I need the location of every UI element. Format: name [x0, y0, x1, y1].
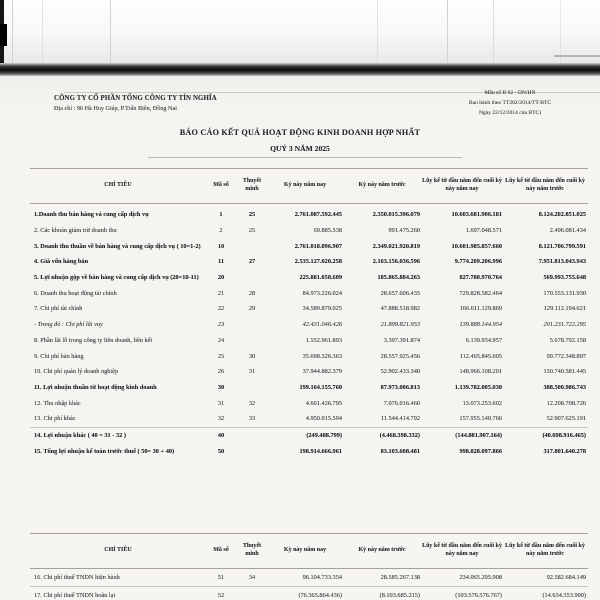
row-ma-so: 31	[217, 399, 225, 407]
row-label: 5. Lợi nhuận gộp về bán hàng và cung cấp dịch vụ (20=10-11)	[34, 274, 199, 282]
row-label: 3. Doanh thu thuần về bán hàng và cung cấp dịch vụ ( 10=1-2)	[34, 242, 201, 250]
form-reference-block	[426, 89, 594, 118]
row-thuyet-minh: 28	[248, 289, 256, 297]
column-header-thuyet-minh: Thuyết minh	[242, 178, 262, 192]
scan-streak	[560, 0, 561, 63]
row-ma-so: 11	[218, 258, 224, 266]
row-ma-so: 40	[217, 431, 225, 439]
row-value-prior-quarter: 52.902.433.340	[380, 368, 420, 376]
row-ma-so: 25	[217, 352, 225, 360]
table-row	[30, 238, 588, 254]
row-label: 12. Thu nhập khác	[34, 399, 81, 407]
document-page	[0, 76, 600, 600]
row-ma-so: 21	[217, 289, 225, 297]
row-label: 10. Chi phí quản lý doanh nghiệp	[34, 368, 119, 376]
column-header-luy-ke-nam-truoc: Lũy kế từ đầu năm đến cuối kỳ này năm trước	[505, 178, 585, 192]
row-value-ytd-current: 9.774.209.206.996	[454, 258, 502, 266]
column-header-ky-nay-nam-nay: Kỳ này năm nay	[283, 182, 327, 189]
row-value-ytd-prior: (14.634.353.990)	[542, 592, 586, 599]
row-value-ytd-prior: 12.208.708.726	[546, 399, 586, 407]
column-header-ma-so: Mã số	[213, 547, 229, 554]
row-value-current-quarter: 96.104.733.354	[302, 574, 342, 581]
row-value-current-quarter: 84.973.226.024	[302, 289, 342, 297]
row-value-current-quarter: 4.950.915.594	[305, 415, 342, 423]
row-label: 14. Lợi nhuận khác ( 40 = 31 - 32 )	[34, 431, 126, 439]
row-value-ytd-prior: 201.231.722.295	[543, 321, 586, 329]
row-value-prior-quarter: 2.163.156.036.596	[372, 258, 420, 266]
row-value-ytd-current: 139.888.144.954	[459, 321, 502, 329]
row-value-ytd-current: 10.601.985.857.660	[451, 242, 502, 250]
row-value-current-quarter: 34.589.879.025	[302, 305, 342, 313]
row-value-ytd-prior: 2.496.081.434	[549, 227, 586, 235]
table-row	[30, 301, 588, 317]
table-row	[30, 207, 588, 223]
row-value-ytd-prior: 7.951.813.043.943	[538, 258, 586, 266]
income-table-rows	[30, 207, 588, 459]
row-value-current-quarter: 2.761.018.096.907	[294, 242, 342, 250]
row-value-prior-quarter: 47.888.518.982	[380, 305, 420, 313]
row-value-prior-quarter: 3.397.391.874	[383, 336, 420, 344]
row-value-ytd-current: 1.697.048.571	[465, 227, 502, 235]
table-row	[30, 317, 588, 333]
form-number: Mẫu số B 02 - DN/HN	[484, 90, 536, 96]
row-value-ytd-prior: 8.121.706.799.591	[538, 242, 586, 250]
row-value-ytd-prior: 8.124.202.851.025	[538, 211, 586, 219]
scan-streak	[12, 0, 13, 63]
row-value-current-quarter: 35.698.326.363	[302, 352, 342, 360]
column-header-ky-nay-nam-truoc: Kỳ này năm trước	[358, 182, 406, 189]
table-header	[30, 533, 588, 569]
report-title: BÁO CÁO KẾT QUẢ HOẠT ĐỘNG KINH DOANH HỢP NHẤT	[179, 128, 421, 137]
row-ma-so: 1	[219, 211, 223, 219]
row-label: 13. Chi phí khác	[34, 415, 76, 423]
table-row	[30, 270, 588, 286]
row-value-ytd-current: 112.465.845.005	[459, 352, 502, 360]
column-header-ma-so: Mã số	[213, 182, 229, 189]
tax-table-rows	[30, 569, 588, 600]
table-header	[30, 168, 588, 204]
income-statement-table	[30, 168, 588, 459]
table-row	[30, 364, 588, 380]
row-label: 11. Lợi nhuận thuần từ hoạt động kinh doanh	[34, 383, 157, 391]
company-block	[54, 95, 217, 112]
row-thuyet-minh: 31	[248, 368, 256, 376]
row-value-ytd-current: 157.955.140.766	[459, 415, 502, 423]
form-circular: Ban hành theo TT202/2014/TT-BTC	[468, 99, 552, 106]
row-value-prior-quarter: (8.103.685.215)	[379, 592, 420, 599]
row-ma-so: 20	[217, 274, 225, 282]
scanner-top-band	[0, 0, 600, 63]
row-label: 4. Giá vốn hàng bán	[34, 258, 89, 266]
row-value-prior-quarter: 2.350.015.396.079	[372, 211, 420, 219]
table-row	[30, 223, 588, 239]
row-ma-so: 2	[219, 227, 223, 235]
table-row	[30, 427, 588, 444]
row-ma-so: 10	[217, 242, 225, 250]
row-value-prior-quarter: 87.973.006.813	[380, 383, 420, 391]
row-value-ytd-prior: 150.740.581.445	[543, 368, 586, 376]
row-value-prior-quarter: 2.349.021.920.819	[372, 242, 420, 250]
row-value-ytd-current: 6.139.934.957	[465, 336, 502, 344]
row-value-current-quarter: 2.535.127.020.258	[294, 258, 342, 266]
row-ma-so: 22	[217, 305, 225, 313]
row-ma-so: 23	[217, 321, 225, 329]
tax-expense-table	[30, 533, 588, 600]
row-value-current-quarter: 199.164.155.760	[299, 383, 342, 391]
column-header-ky-nay-nam-truoc: Kỳ này năm trước	[358, 547, 406, 554]
column-header-chi-tieu: CHỈ TIÊU	[104, 547, 132, 554]
company-address: Địa chỉ : 96 Hà Huy Giáp, P.Trấn Biên, Đồng Nai	[54, 105, 177, 112]
row-label: 6. Doanh thu hoạt động tài chính	[34, 289, 117, 297]
table-row	[30, 333, 588, 349]
scan-streak	[377, 0, 378, 63]
scan-edge-blob	[0, 24, 7, 46]
row-value-prior-quarter: 28.557.925.456	[380, 352, 420, 360]
row-label: 15. Tổng lợi nhuận kế toán trước thuế ( 50= 30 + 40)	[34, 447, 175, 455]
row-value-ytd-prior: 170.553.131.930	[543, 289, 586, 297]
row-ma-so: 50	[217, 447, 225, 455]
row-value-prior-quarter: (4.468.398.332)	[379, 431, 420, 439]
row-value-ytd-prior: 5.678.792.158	[549, 336, 586, 344]
row-ma-so: 30	[217, 383, 225, 391]
scan-streak	[493, 0, 494, 63]
column-header-luy-ke-nam-nay: Lũy kế từ đầu năm đến cuối kỳ này năm nay	[422, 543, 502, 557]
row-ma-so: 32	[217, 415, 225, 423]
row-value-ytd-current: 10.603.681.906.181	[451, 211, 502, 219]
row-label: 2. Các khoản giảm trừ doanh thu	[34, 227, 117, 235]
row-value-prior-quarter: 83.103.608.481	[380, 447, 420, 455]
row-ma-so: 24	[217, 336, 225, 344]
row-value-current-quarter: 4.601.426.795	[305, 399, 342, 407]
row-value-current-quarter: (76.365.864.436)	[298, 592, 342, 599]
table-row	[30, 285, 588, 301]
row-thuyet-minh: 30	[248, 352, 256, 360]
row-value-ytd-prior: 92.582.684.149	[546, 574, 586, 581]
table-row	[30, 569, 588, 587]
row-value-current-quarter: 225.881.058.609	[299, 274, 342, 282]
row-value-prior-quarter: 21.899.821.953	[380, 321, 420, 329]
row-value-prior-quarter: 11.544.414.792	[380, 415, 420, 423]
row-value-current-quarter: 2.761.087.592.445	[294, 211, 342, 219]
form-date: Ngày 22/12/2014 của BTC)	[478, 109, 542, 116]
row-value-ytd-current: (103.576.576.767)	[455, 592, 502, 599]
row-value-current-quarter: 42.431.046.426	[302, 321, 342, 329]
row-value-ytd-current: 998.828.097.866	[459, 447, 502, 455]
row-label: 9. Chi phí bán hàng	[34, 352, 84, 360]
column-header-thuyet-minh: Thuyết minh	[242, 543, 262, 557]
row-thuyet-minh: 27	[248, 258, 256, 266]
row-value-current-quarter: 69.885.538	[313, 227, 342, 235]
row-ma-so: 51	[217, 574, 225, 581]
row-thuyet-minh: 25	[248, 227, 256, 235]
table-row	[30, 348, 588, 364]
row-value-current-quarter: 1.552.961.893	[305, 336, 342, 344]
row-ma-so: 26	[217, 368, 225, 376]
scan-streak	[110, 0, 111, 63]
row-value-ytd-current: 166.611.129.869	[459, 305, 502, 313]
row-label: 17. Chi phí thuế TNDN hoãn lại	[34, 592, 116, 599]
row-value-prior-quarter: 28.657.606.435	[380, 289, 420, 297]
row-value-prior-quarter: 991.475.260	[388, 227, 420, 235]
column-header-chi-tieu: CHỈ TIÊU	[104, 182, 132, 189]
page-edge-shadow	[0, 63, 600, 76]
row-value-current-quarter: (249.488.799)	[306, 431, 342, 439]
row-value-ytd-current: 729.828.582.464	[459, 289, 502, 297]
row-value-ytd-current: 13.073.253.602	[462, 399, 502, 407]
row-value-prior-quarter: 28.585.267.138	[380, 574, 420, 581]
row-value-current-quarter: 37.944.882.379	[302, 368, 342, 376]
report-period: QUÝ 3 NĂM 2025	[270, 144, 330, 153]
table-row	[30, 254, 588, 270]
row-value-prior-quarter: 185.865.884.263	[377, 274, 420, 282]
row-label: 1.Doanh thu bán hàng và cung cấp dịch vụ	[34, 211, 149, 219]
row-value-ytd-current: 148.966.108.201	[459, 368, 502, 376]
column-header-ky-nay-nam-nay: Kỳ này năm nay	[283, 547, 327, 554]
row-value-ytd-current: 1.139.782.005.030	[454, 383, 502, 391]
row-ma-so: 52	[217, 592, 225, 599]
table-row	[30, 395, 588, 411]
column-header-luy-ke-nam-nay: Lũy kế từ đầu năm đến cuối kỳ này năm nay	[422, 178, 502, 192]
row-value-ytd-current: 234.065.295.908	[459, 574, 502, 581]
row-value-ytd-prior: 52.907.625.191	[546, 415, 586, 423]
row-thuyet-minh: 34	[248, 574, 256, 581]
scan-streak	[447, 0, 448, 63]
table-row	[30, 411, 588, 427]
row-value-ytd-prior: 99.772.348.897	[546, 352, 586, 360]
row-label: 7. Chi phí tài chính	[34, 305, 83, 313]
row-label: 16. Chi phí thuế TNDN hiện hành	[34, 574, 120, 581]
scan-smudge	[554, 55, 600, 57]
column-header-luy-ke-nam-truoc: Lũy kế từ đầu năm đến cuối kỳ này năm trước	[505, 543, 585, 557]
row-value-ytd-prior: 129.112.194.621	[543, 305, 586, 313]
row-value-current-quarter: 198.914.666.961	[299, 447, 342, 455]
company-name: CÔNG TY CỔ PHẦN TỔNG CÔNG TY TÍN NGHĨA	[54, 95, 217, 102]
row-thuyet-minh: 32	[248, 399, 256, 407]
table-row	[30, 380, 588, 396]
row-value-ytd-prior: (40.698.916.465)	[542, 431, 586, 439]
table-row	[30, 443, 588, 459]
row-value-ytd-prior: 317.801.640.278	[543, 447, 586, 455]
row-thuyet-minh: 29	[248, 305, 256, 313]
row-thuyet-minh: 33	[248, 415, 256, 423]
title-underline	[148, 157, 462, 158]
row-value-ytd-prior: 388.500.986.743	[543, 383, 586, 391]
row-thuyet-minh: 25	[248, 211, 256, 219]
row-value-ytd-current: 827.780.970.764	[459, 274, 502, 282]
row-value-prior-quarter: 7.076.016.460	[383, 399, 420, 407]
row-value-ytd-current: (144.881.907.164)	[455, 431, 502, 439]
table-row	[30, 587, 588, 600]
row-label: 8. Phần lãi lỗ trong công ty liên doanh, liên kết	[34, 336, 153, 344]
row-label: - Trong đó : Chi phí lãi vay	[34, 321, 103, 329]
row-value-ytd-prior: 569.993.755.648	[543, 274, 586, 282]
scan-streak	[42, 0, 43, 63]
